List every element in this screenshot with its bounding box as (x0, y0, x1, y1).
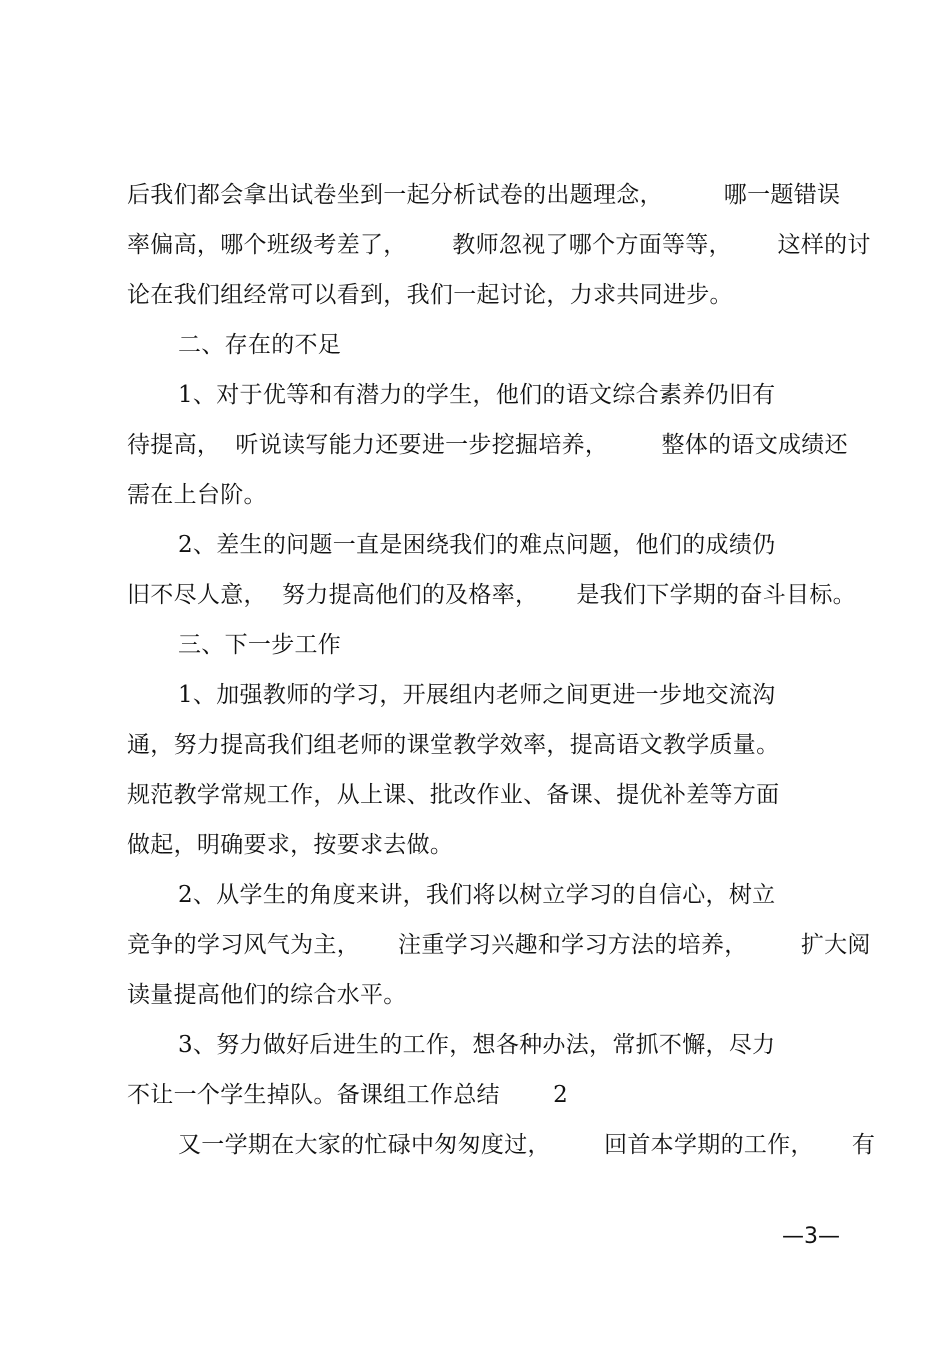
text-line-14: 做起，明确要求，按要求去做。 (127, 832, 454, 858)
text-line-7: 需在上台阶。 (127, 482, 267, 508)
text-line-2: 率偏高，哪个班级考差了， 教师忽视了哪个方面等等， 这样的讨 (127, 232, 871, 258)
section-heading-next-steps: 三、下一步工作 (178, 632, 342, 658)
text-line-5: 1、对于优等和有潜力的学生，他们的语文综合素养仍旧有 (178, 382, 776, 408)
text-line-12: 通，努力提高我们组老师的课堂教学效率，提高语文教学质量。 (127, 732, 780, 758)
text-line-8: 2、差生的问题一直是困绕我们的难点问题，他们的成绩仍 (178, 532, 776, 558)
text-line-16: 竞争的学习风气为主， 注重学习兴趣和学习方法的培养， 扩大阅 (127, 932, 871, 958)
text-line-17: 读量提高他们的综合水平。 (127, 982, 407, 1008)
page-number: —3— (782, 1224, 840, 1249)
text-line-3: 论在我们组经常可以看到，我们一起讨论，力求共同进步。 (127, 282, 733, 308)
text-line-18: 3、努力做好后进生的工作，想各种办法，常抓不懈，尽力 (178, 1032, 776, 1058)
text-line-13: 规范教学常规工作，从上课、批改作业、备课、提优补差等方面 (127, 782, 780, 808)
text-line-20: 又一学期在大家的忙碌中匆匆度过， 回首本学期的工作， 有 (178, 1132, 876, 1158)
text-line-6: 待提高， 听说读写能力还要进一步挖掘培养， 整体的语文成绩还 (127, 432, 848, 458)
text-line-19: 不让一个学生掉队。备课组工作总结 2 (127, 1082, 569, 1108)
text-line-9: 旧不尽人意， 努力提高他们的及格率， 是我们下学期的奋斗目标。 (127, 582, 856, 608)
section-heading-deficiencies: 二、存在的不足 (178, 332, 342, 358)
text-line-11: 1、加强教师的学习，开展组内老师之间更进一步地交流沟 (178, 682, 776, 708)
text-line-15: 2、从学生的角度来讲，我们将以树立学习的自信心，树立 (178, 882, 776, 908)
text-line-1: 后我们都会拿出试卷坐到一起分析试卷的出题理念， 哪一题错误 (127, 182, 841, 208)
